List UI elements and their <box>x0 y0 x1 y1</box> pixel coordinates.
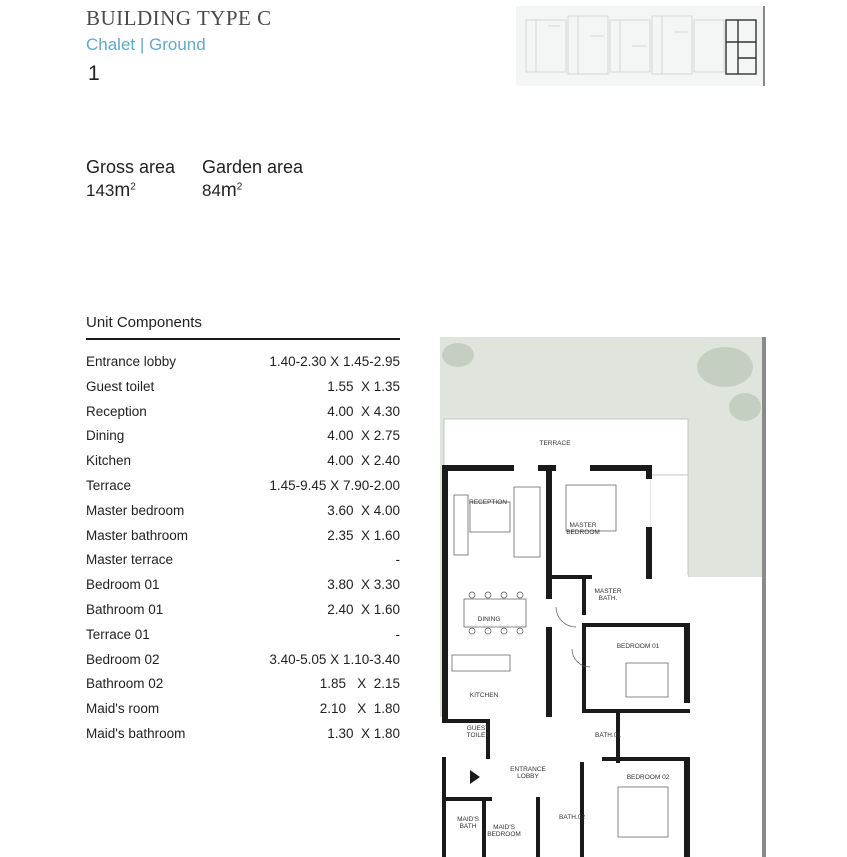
table-row: Kitchen 4.00 X 2.40 <box>86 453 400 469</box>
maids-bath-label: MAID'S <box>457 816 479 823</box>
table-row: Bedroom 01 3.80 X 3.30 <box>86 577 400 593</box>
floor-plan <box>440 337 766 857</box>
unit-components-title: Unit Components <box>86 314 202 331</box>
gross-area-label: Gross area <box>86 157 176 177</box>
table-row: Reception 4.00 X 4.30 <box>86 403 400 419</box>
gross-area <box>86 157 175 202</box>
table-row: Dining 4.00 X 2.75 <box>86 428 400 444</box>
divider <box>86 338 400 340</box>
reception-label: RECEPTION <box>469 499 507 506</box>
garden-area-value: $84m^2$ <box>202 180 243 201</box>
table-row: Terrace 1.45-9.45 X 7.90-2.00 <box>86 477 400 493</box>
bedroom01-label: BEDROOM 01 <box>616 643 660 650</box>
guest-toilet-label: TOILET <box>466 732 490 739</box>
dining-label: DINING <box>477 616 501 623</box>
maids-bath-label: BATH <box>459 823 477 830</box>
bedroom02-label: BEDROOM 02 <box>626 774 670 781</box>
master-bath-label: BATH. <box>598 595 618 602</box>
master-bath-label: MASTER <box>594 588 622 595</box>
table-row: Terrace 01 - <box>86 626 400 642</box>
table-row: Master bedroom 3.60 X 4.00 <box>86 502 400 518</box>
table-row: Bedroom 02 3.40-5.05 X 1.10-3.40 <box>86 651 400 667</box>
unit-components-table <box>86 350 400 747</box>
unit-subtitle: Chalet | Ground <box>86 35 206 54</box>
maids-bedroom-label: BEDROOM <box>487 831 521 838</box>
maids-bedroom-label: MAID'S <box>493 824 515 831</box>
table-row: Maid's room 2.10 X 1.80 <box>86 701 400 717</box>
table-row: Entrance lobby 1.40-2.30 X 1.45-2.95 <box>86 354 400 369</box>
table-row: Guest toilet 1.55 X 1.35 <box>86 378 400 394</box>
building-title: BUILDING TYPE C <box>86 6 272 30</box>
key-plan-image <box>516 6 765 86</box>
bath02-label: BATH.02 <box>559 814 585 821</box>
terrace-label: TERRACE <box>539 440 571 447</box>
master-bedroom-label: BEDROOM <box>566 529 600 536</box>
table-row: Bathroom 01 2.40 X 1.60 <box>86 601 400 617</box>
unit-number: 1 <box>88 62 100 85</box>
kitchen-label: KITCHEN <box>469 692 499 699</box>
table-row: Master terrace - <box>86 552 400 568</box>
master-bedroom-label: MASTER <box>569 522 597 529</box>
guest-toilet-label: GUEST <box>466 725 490 732</box>
bath01-label: BATH.01 <box>595 732 621 739</box>
table-row: Maid's bathroom 1.30 X 1.80 <box>86 725 400 741</box>
entrance-lobby-label: ENTRANCE <box>510 766 546 773</box>
table-row: Bathroom 02 1.85 X 2.15 <box>86 676 400 692</box>
gross-area-value: $143m^2$ <box>86 180 136 201</box>
table-row: Master bathroom 2.35 X 1.60 <box>86 527 400 543</box>
garden-area-label: Garden area <box>202 157 304 177</box>
garden-area <box>202 157 303 202</box>
entrance-lobby-label: LOBBY <box>517 773 539 780</box>
